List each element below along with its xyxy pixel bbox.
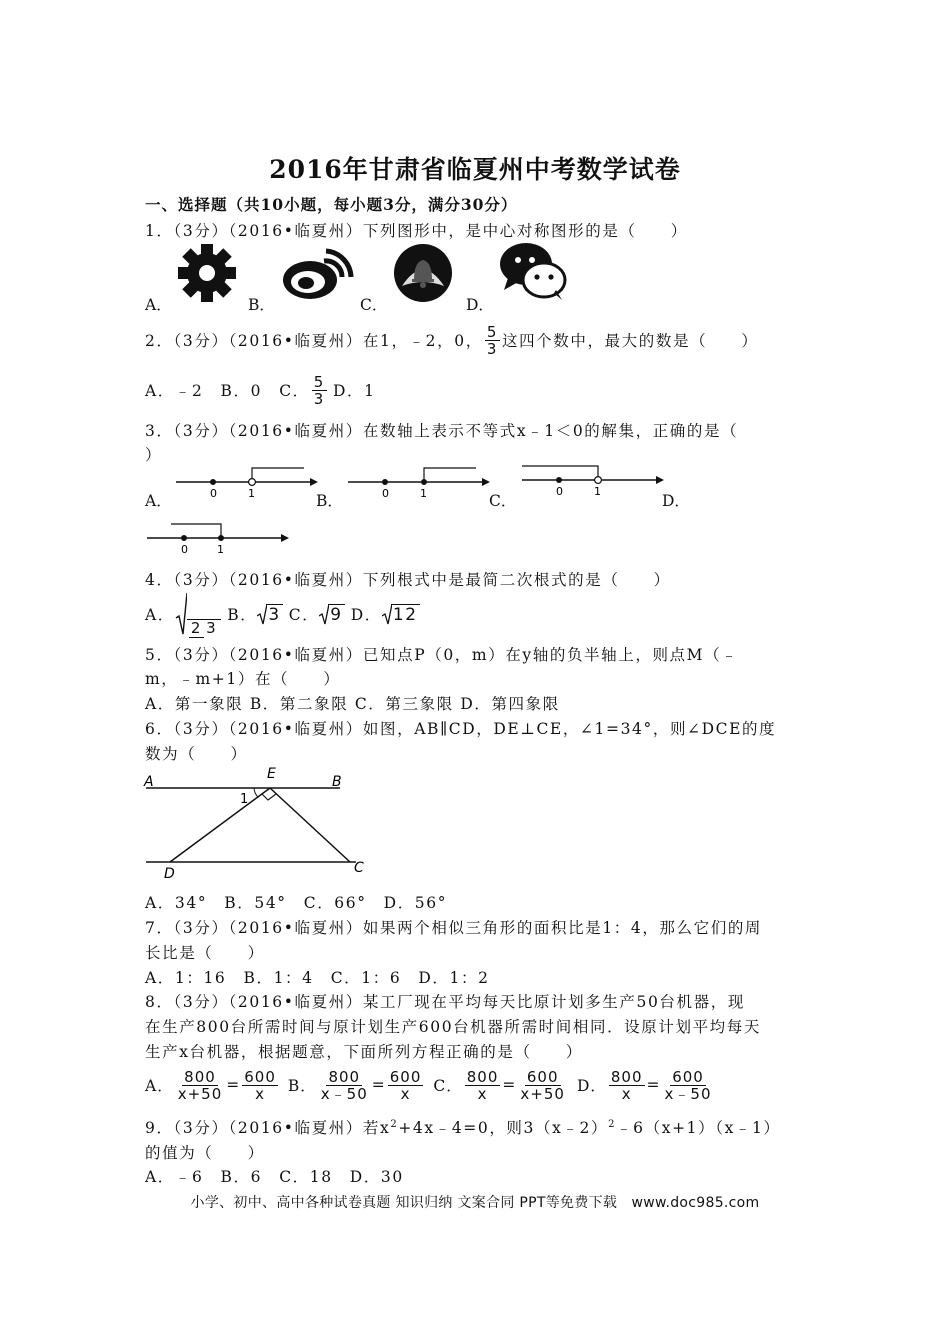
q8-a-left-frac [176, 1069, 225, 1102]
q8-d-rn: 600 [672, 1067, 704, 1086]
q5-options: A．第一象限 B．第二象限 C．第三象限 D．第四象限 [145, 695, 560, 713]
question-6-cont: 数为（ ） [145, 745, 248, 763]
q2-options [145, 372, 376, 408]
q1-option-d-label: D． [466, 296, 494, 314]
q8-opt-a-label: A． [145, 1077, 174, 1095]
q2-text-before: 2．（3分）（2016•临夏州）在1，﹣2，0， [145, 332, 483, 350]
question-3: 3．（3分）（2016•临夏州）在数轴上表示不等式x﹣1＜0的解集，正确的是（ [145, 422, 739, 440]
q6-geometry-figure [140, 764, 380, 886]
q4-opt-c-label: C． [288, 606, 320, 624]
label-e: E [267, 766, 276, 782]
question-3-cont: ） [145, 446, 163, 464]
q2-opt-frac-num: 5 [313, 372, 325, 391]
number-line-d [143, 518, 291, 558]
q8-b-ln: 800 [328, 1067, 361, 1086]
label-angle-1: 1 [240, 792, 249, 807]
q2-opt-abc: A．﹣2 B．0 C． [145, 382, 310, 400]
q1-option-a-label: A． [145, 296, 172, 314]
q3-option-d-label: D． [662, 492, 690, 510]
q2-opt-frac-den: 3 [313, 389, 325, 408]
q8-b-rn: 600 [389, 1067, 422, 1086]
q4-opt-b-label: B． [227, 606, 258, 624]
q4-options [145, 592, 420, 636]
q8-b-left-frac [319, 1069, 370, 1102]
q8-b-right-frac [388, 1069, 424, 1102]
q8-c-ln: 800 [466, 1067, 499, 1086]
label-b: B [332, 774, 342, 790]
page-title: 2016年甘肃省临夏州中考数学试卷 [269, 155, 681, 184]
q2-frac-num: 5 [486, 322, 498, 341]
question-7-cont: 长比是（ ） [145, 944, 265, 962]
question-5-cont: m，﹣m+1）在（ ） [145, 670, 341, 688]
q9-text-c: ﹣6（x+1）（x﹣1） [616, 1119, 781, 1137]
q8-c-rd: x+50 [520, 1084, 565, 1103]
tick-0: 0 [181, 543, 188, 556]
q8-b-rd: x [400, 1084, 411, 1103]
q3-option-a-label: A． [145, 492, 172, 510]
question-8-cont1: 在生产800台所需时间与原计划生产600台机器所需时间相同．设原计划平均每天 [145, 1018, 761, 1036]
question-5: 5．（3分）（2016•临夏州）已知点P（0，m）在y轴的负半轴上，则点M（﹣ [145, 646, 739, 664]
tick-0: 0 [210, 487, 217, 500]
q8-c-ld: x [477, 1084, 488, 1103]
q4-opt-b-radical [257, 603, 282, 625]
q3-option-b-label: B． [316, 492, 343, 510]
tick-1: 1 [217, 543, 224, 556]
tick-1: 1 [420, 487, 427, 500]
q8-c-eq: = [502, 1076, 517, 1094]
q8-b-ld: x﹣50 [320, 1084, 368, 1103]
q2-opt-d: D．1 [332, 382, 376, 400]
q8-d-right-frac [663, 1069, 714, 1102]
question-4: 4．（3分）（2016•临夏州）下列根式中是最简二次根式的是（ ） [145, 571, 671, 589]
q8-opt-c-label: C． [433, 1077, 463, 1095]
question-9-cont: 的值为（ ） [145, 1144, 265, 1162]
number-line-b [344, 462, 492, 502]
q8-a-rn: 600 [244, 1067, 276, 1086]
q8-c-left-frac [465, 1069, 501, 1102]
q8-options [145, 1065, 716, 1105]
q4-a-num: 2 [190, 619, 203, 637]
q9-sup-2: 2 [608, 1118, 617, 1130]
number-line-c [518, 460, 666, 500]
section-heading: 一、选择题（共10小题，每小题3分，满分30分） [145, 195, 518, 214]
q6-options: A．34° B．54° C．66° D．56° [145, 894, 448, 912]
question-7: 7．（3分）（2016•临夏州）如果两个相似三角形的面积比是1：4，那么它们的周 [145, 919, 763, 937]
q4-opt-a-label: A． [145, 606, 175, 624]
number-line-a [172, 462, 320, 502]
q8-d-left-frac [609, 1069, 645, 1102]
question-8-cont2: 生产x台机器，根据题意，下面所列方程正确的是（ ） [145, 1043, 583, 1061]
q4-opt-a-frac [187, 619, 221, 636]
q9-text-a: 9．（3分）（2016•临夏州）若x [145, 1119, 391, 1137]
q8-b-eq: = [371, 1076, 386, 1094]
gear-icon [176, 243, 238, 303]
q2-fraction [485, 324, 500, 357]
q2-opt-fraction [312, 374, 327, 407]
question-2 [145, 322, 758, 358]
q8-a-ld: x+50 [177, 1084, 223, 1103]
page-footer: 小学、初中、高中各种试卷真题 知识归纳 文案合同 PPT等免费下载 www.doc985.com [190, 1195, 760, 1211]
label-c: C [354, 860, 364, 876]
radical-sign-icon [175, 592, 187, 636]
tick-0: 0 [556, 485, 563, 498]
q8-c-rn: 600 [526, 1067, 559, 1086]
q8-d-eq: = [646, 1076, 661, 1094]
q8-c-right-frac [518, 1069, 567, 1102]
q8-opt-d-label: D． [576, 1077, 607, 1095]
tick-1: 1 [248, 487, 255, 500]
tick-1: 1 [594, 485, 601, 498]
q8-a-eq: = [226, 1076, 241, 1094]
question-1: 1．（3分）（2016•临夏州）下列图形中，是中心对称图形的是（ ） [145, 222, 688, 240]
q8-d-rd: x﹣50 [664, 1084, 712, 1103]
q4-c-radicand: 9 [330, 605, 343, 625]
q7-options: A．1：16 B．1：4 C．1：6 D．1：2 [145, 969, 490, 987]
q1-option-b-label: B． [248, 296, 275, 314]
bell-logo-icon [392, 242, 454, 304]
q4-b-radicand: 3 [268, 605, 281, 625]
q4-opt-c-radical [319, 603, 344, 625]
q4-d-radicand: 12 [392, 605, 418, 625]
q2-frac-den: 3 [486, 339, 498, 358]
q8-a-rd: x [255, 1084, 266, 1103]
q4-opt-a-radical [175, 592, 221, 636]
question-6: 6．（3分）（2016•临夏州）如图，AB∥CD，DE⊥CE，∠1=34°，则∠DCE的度 [145, 720, 777, 738]
q4-a-den: 3 [206, 619, 218, 637]
question-8: 8．（3分）（2016•临夏州）某工厂现在平均每天比原计划多生产50台机器，现 [145, 993, 745, 1011]
q8-opt-b-label: B． [287, 1077, 317, 1095]
q2-text-after: 这四个数中，最大的数是（ ） [501, 332, 759, 350]
q3-option-c-label: C． [489, 492, 517, 510]
q8-d-ln: 800 [610, 1067, 643, 1086]
q8-d-ld: x [621, 1084, 632, 1103]
tick-0: 0 [382, 487, 389, 500]
weibo-icon [280, 247, 354, 303]
q4-opt-d-radical [382, 603, 420, 625]
q4-opt-d-label: D． [350, 606, 382, 624]
q9-text-b: +4x﹣4=0，则3（x﹣2） [398, 1119, 609, 1137]
label-a: A [144, 774, 154, 790]
q1-option-c-label: C． [360, 296, 388, 314]
question-9 [145, 1116, 781, 1138]
q8-a-right-frac [242, 1069, 278, 1102]
label-d: D [164, 866, 175, 882]
wechat-icon [498, 240, 568, 302]
q9-options: A．﹣6 B．6 C．18 D．30 [145, 1168, 404, 1186]
q9-sup-1: 2 [390, 1118, 399, 1130]
q8-a-ln: 800 [184, 1067, 216, 1086]
